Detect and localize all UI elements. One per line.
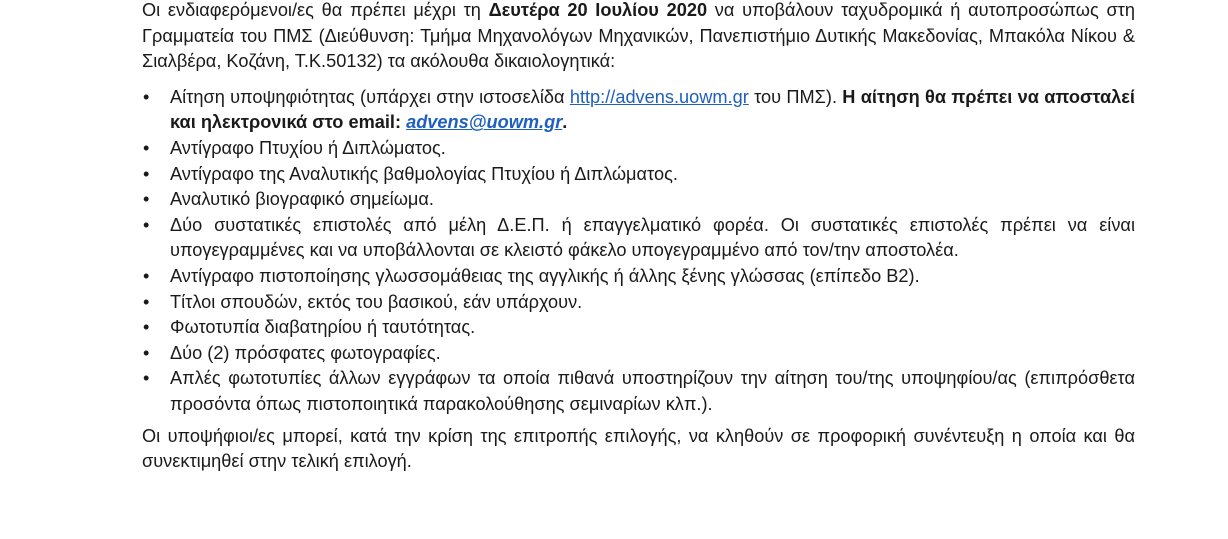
- intro-paragraph: [142, 0, 1135, 75]
- closing-paragraph: Οι υποψήφιοι/ες μπορεί, κατά την κρίση της επιτροπής επιλογής, να κληθούν σε προφορική συνέντευξη η οποία και θα συνεκτιμηθεί στην τελική επιλογή.: [142, 425, 1135, 472]
- list-item: [142, 187, 1135, 213]
- item-text: Δύο συστατικές επιστολές από μέλη Δ.Ε.Π. ή επαγγελματικό φορέα. Οι συστατικές επιστολές πρέπει να είναι υπογεγραμμένες και να υποβάλλονται σε κλειστό φάκελο υπογεγραμμένο από τον/την αποστολέα.: [170, 214, 1135, 261]
- list-item: [142, 264, 1135, 290]
- bullet-icon: •: [143, 163, 150, 184]
- item-text-end: .: [562, 112, 568, 133]
- website-link[interactable]: http://advens.uowm.gr: [569, 86, 749, 107]
- list-item: [142, 162, 1135, 188]
- intro-text-after: να υποβάλουν ταχυδρομικά ή αυτοπροσώπως στη Γραμματεία του ΠΜΣ (Διεύθυνση: Τμήμα Μηχανολόγων Μηχανικών, Πανεπιστήμιο Δυτικής Μακεδονίας, Μπακόλα Νίκου & Σιαλβέρα, Κοζάνη, Τ.Κ.50132) τα ακόλουθα δικαιολογητικά:: [142, 0, 1135, 72]
- item-text-middle: του ΠΜΣ).: [748, 86, 843, 107]
- item-text: Απλές φωτοτυπίες άλλων εγγράφων τα οποία πιθανά υποστηρίζουν την αίτηση του/της υποψηφίου/ας (επιπρόσθετα προσόντα όπως πιστοποιητικά παρακολούθησης σεμιναρίων κλπ.).: [170, 368, 1135, 414]
- bullet-icon: •: [143, 189, 150, 210]
- bullet-icon: •: [143, 291, 150, 312]
- bullet-icon: •: [143, 342, 150, 363]
- item-text: Αντίγραφο Πτυχίου ή Διπλώματος.: [170, 137, 446, 158]
- list-item: [142, 136, 1135, 162]
- list-item: [142, 315, 1135, 341]
- list-item: [142, 213, 1135, 264]
- item-text: Αντίγραφο πιστοποίησης γλωσσομάθειας της αγγλικής ή άλλης ξένης γλώσσας (επίπεδο Β2).: [170, 265, 920, 286]
- bullet-icon: •: [143, 317, 150, 338]
- document-page: [142, 0, 1135, 475]
- item-text: Τίτλοι σπουδών, εκτός του βασικού, εάν υπάρχουν.: [170, 291, 583, 312]
- item-text: Δύο (2) πρόσφατες φωτογραφίες.: [170, 342, 441, 363]
- email-instruction: Η αίτηση θα πρέπει να αποσταλεί και ηλεκτρονικά στο email:: [170, 86, 1135, 133]
- email-link[interactable]: advens@uowm.gr: [406, 112, 563, 133]
- bullet-icon: •: [143, 214, 150, 235]
- list-item: [142, 290, 1135, 316]
- item-text: Φωτοτυπία διαβατηρίου ή ταυτότητας.: [170, 317, 476, 338]
- list-item: [142, 85, 1135, 136]
- bullet-icon: •: [143, 137, 150, 158]
- requirements-list: [142, 85, 1135, 418]
- item-text: Αναλυτικό βιογραφικό σημείωμα.: [170, 189, 434, 210]
- intro-text-before: Οι ενδιαφερόμενοι/ες θα πρέπει μέχρι τη: [142, 0, 489, 20]
- bullet-icon: •: [143, 265, 150, 286]
- item-text-before: Αίτηση υποψηφιότητας (υπάρχει στην ιστοσελίδα: [170, 86, 570, 107]
- bullet-icon: •: [143, 368, 150, 389]
- deadline-date: Δευτέρα 20 Ιουλίου 2020: [488, 0, 708, 20]
- list-item: [142, 366, 1135, 417]
- list-item: [142, 341, 1135, 367]
- bullet-icon: •: [143, 86, 150, 107]
- item-text: Αντίγραφο της Αναλυτικής βαθμολογίας Πτυχίου ή Διπλώματος.: [170, 163, 678, 184]
